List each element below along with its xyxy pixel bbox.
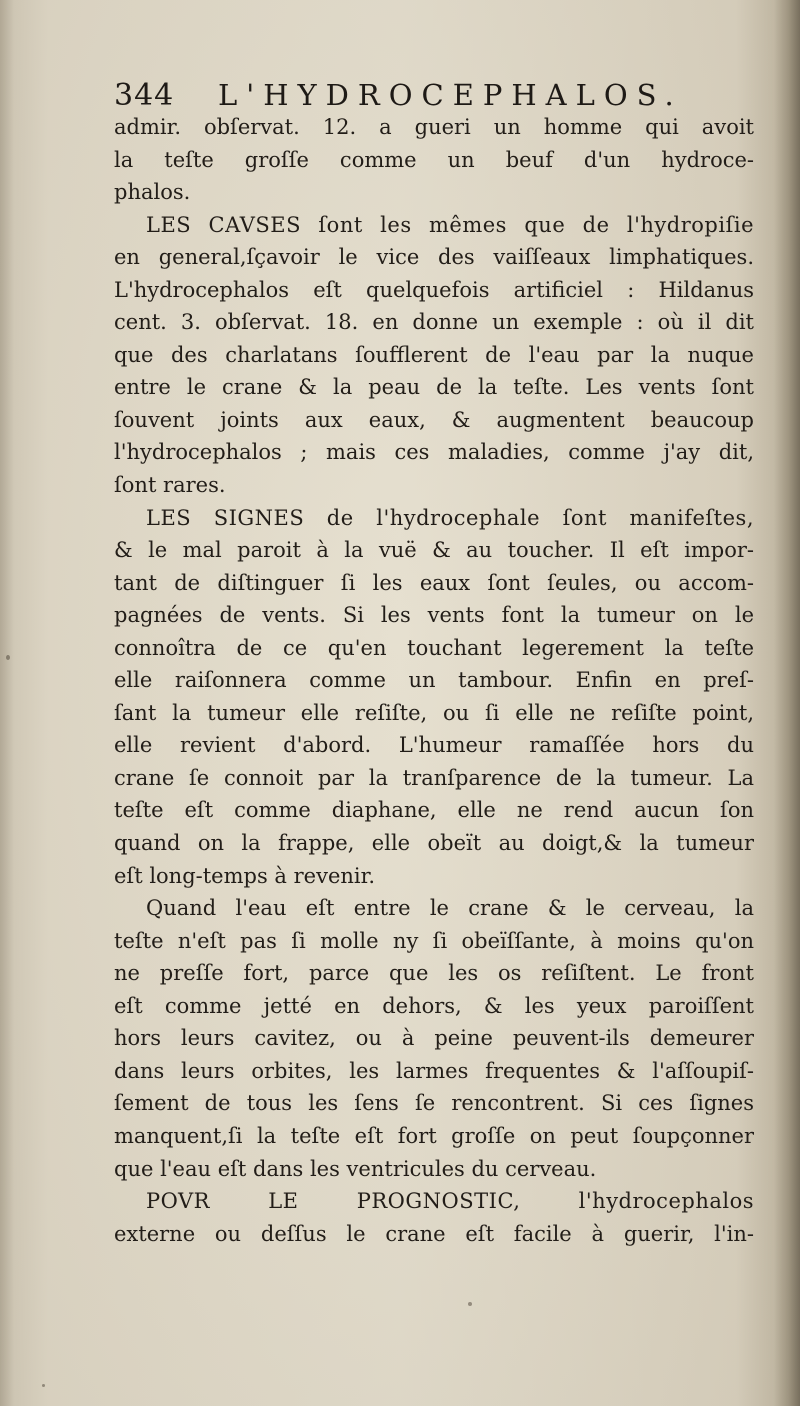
text-line-18: elle raiſonnera comme un tambour. Enfin en preſ- (114, 668, 754, 693)
ink-speck (468, 1302, 472, 1306)
text-line-16: pagnées de vents. Si les vents font la tumeur on le (114, 603, 754, 628)
text-line-17: connoîtra de ce qu'en touchant legerement la teſte (114, 635, 754, 660)
text-line-30: dans leurs orbites, les larmes frequentes & l'aſſoupiſ- (114, 1058, 754, 1083)
text-line-19: ſant la tumeur elle reſiſte, ou ſi elle ne reſiſte point, (114, 700, 754, 725)
text-line-34: POVR LE PROGNOSTIC, l'hydrocephalos (146, 1189, 754, 1214)
text-line-9: entre le crane & la peau de la teſte. Les vents ſont (114, 375, 754, 400)
text-line-10: ſouvent joints aux eaux, & augmentent beaucoup (114, 407, 754, 432)
text-line-5: en general,ſçavoir le vice des vaiſſeaux limphatiques. (114, 245, 754, 270)
text-line-28: eſt comme jetté en dehors, & les yeux paroiſſent (114, 993, 754, 1018)
page-gutter-shadow (774, 0, 800, 1406)
page-left-shadow (0, 0, 14, 1406)
text-line-29: hors leurs cavitez, ou à peine peuvent-ils demeurer (114, 1026, 754, 1051)
running-title: L'HYDROCEPHALOS. (218, 78, 683, 112)
text-line-33: que l'eau eſt dans les ventricules du cerveau. (114, 1156, 597, 1181)
text-line-12: ſont rares. (114, 473, 226, 498)
body-text (114, 111, 754, 1250)
text-line-31: ſement de tous les ſens ſe rencontrent. Si ces ſignes (114, 1091, 754, 1116)
text-line-27: ne preſſe fort, parce que les os reſiſtent. Le front (114, 961, 754, 986)
text-line-3: phalos. (114, 180, 191, 205)
text-line-1: admir. obſervat. 12. a gueri un homme qui avoit (114, 115, 754, 139)
text-line-2: la teſte groſſe comme un beuf d'un hydroce- (114, 147, 754, 172)
page-number: 344 (114, 78, 175, 113)
text-line-24: eſt long-temps à revenir. (114, 863, 376, 888)
ink-speck (6, 655, 10, 660)
text-line-11: l'hydrocephalos ; mais ces maladies, comme j'ay dit, (114, 440, 754, 465)
text-line-13: LES SIGNES de l'hydrocephale ſont manifeſtes, (146, 505, 754, 530)
text-line-8: que des charlatans ſoufflerent de l'eau par la nuque (114, 342, 754, 367)
text-line-22: teſte eſt comme diaphane, elle ne rend aucun ſon (114, 798, 754, 823)
text-line-14: & le mal paroit à la vuë & au toucher. Il eſt impor- (114, 538, 754, 563)
text-line-25: Quand l'eau eſt entre le crane & le cerveau, la (146, 896, 754, 921)
text-line-4: LES CAVSES ſont les mêmes que de l'hydropiſie (146, 212, 754, 237)
text-line-32: manquent,ſi la teſte eſt fort groſſe on peut ſoupçonner (114, 1123, 754, 1148)
text-line-23: quand on la frappe, elle obeït au doigt,& la tumeur (114, 831, 754, 856)
text-line-15: tant de diſtinguer ſi les eaux ſont ſeules, ou accom- (114, 570, 754, 595)
page-header (114, 74, 754, 114)
text-line-6: L'hydrocephalos eſt quelquefois artificiel : Hildanus (114, 277, 754, 302)
text-line-7: cent. 3. obſervat. 18. en donne un exemple : où il dit (114, 310, 754, 335)
text-line-20: elle revient d'abord. L'humeur ramaſſée hors du (114, 733, 754, 758)
text-line-21: crane ſe connoit par la tranſparence de la tumeur. La (114, 765, 754, 790)
text-line-26: teſte n'eſt pas ſi molle ny ſi obeïſſante, à moins qu'on (114, 928, 754, 953)
ink-speck (42, 1384, 45, 1387)
text-line-35: externe ou deſſus le crane eſt facile à guerir, l'in- (114, 1221, 754, 1246)
